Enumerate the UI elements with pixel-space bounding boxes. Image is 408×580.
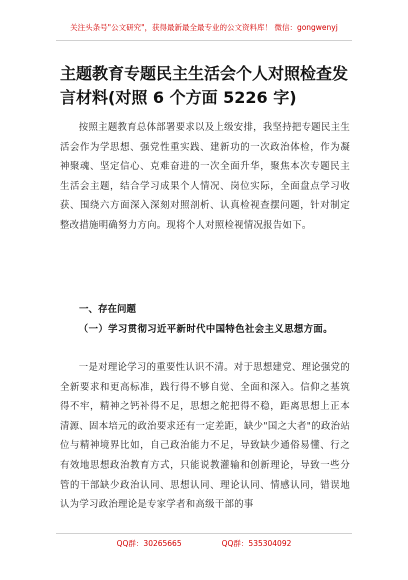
body-paragraph: 一是对理论学习的重要性认识不清。对于思想建党、理论强党的全新要求和更高标准，践行得不够自觉、全面和深入。信仰之基筑得不牢，精神之钙补得不足，思想之舵把得不稳，距离思想上正本清源、固本培元的政治要求还有一定差距，缺少"国之大者"的政治站位与精神境界比如，自己政治能力不足，导致缺少通俗易懂、行之有效地思想政治教育方式，只能说教灌输和创新理论，导致一些分管的干部缺少政治认同、思想认同、理论认同、情感认同，错误地认为学习政治理论是专家学者和高级干部的事 bbox=[60, 362, 350, 511]
footer-banner bbox=[0, 538, 408, 549]
document-title: 主题教育专题民主生活会个人对照检查发言材料(对照 6 个方面 5226 字) bbox=[60, 64, 349, 107]
footer-qq-group-2: QQ群：535304092 bbox=[221, 539, 292, 548]
section-heading: 一、存在问题 bbox=[79, 304, 137, 315]
header-divider bbox=[56, 40, 352, 41]
subsection-heading: （一）学习贯彻习近平新时代中国特色社会主义思想方面。 bbox=[78, 324, 333, 335]
footer-qq-group-1: QQ群：30265665 bbox=[116, 539, 182, 548]
footer-divider bbox=[56, 533, 352, 534]
header-banner: 关注头条号"公文研究"，获得最新最全最专业的公文资料库！ 微信：gongwenyj bbox=[70, 23, 338, 32]
intro-paragraph: 按照主题教育总体部署要求以及上级安排，我坚持把专题民主生活会作为学思想、强党性重实践、建新功的一次政治体检，作为凝神聚魂、坚定信心、克难奋进的一次全面升华，聚焦本次专题民主生活会主题，结合学习成果个人情况、岗位实际，全面盘点学习收获、围绕六方面深入深刻对照剖析、认真检视查摆问题，针对制定整改措施明确努力方向。现将个人对照检视情况报告如下。 bbox=[60, 122, 350, 231]
